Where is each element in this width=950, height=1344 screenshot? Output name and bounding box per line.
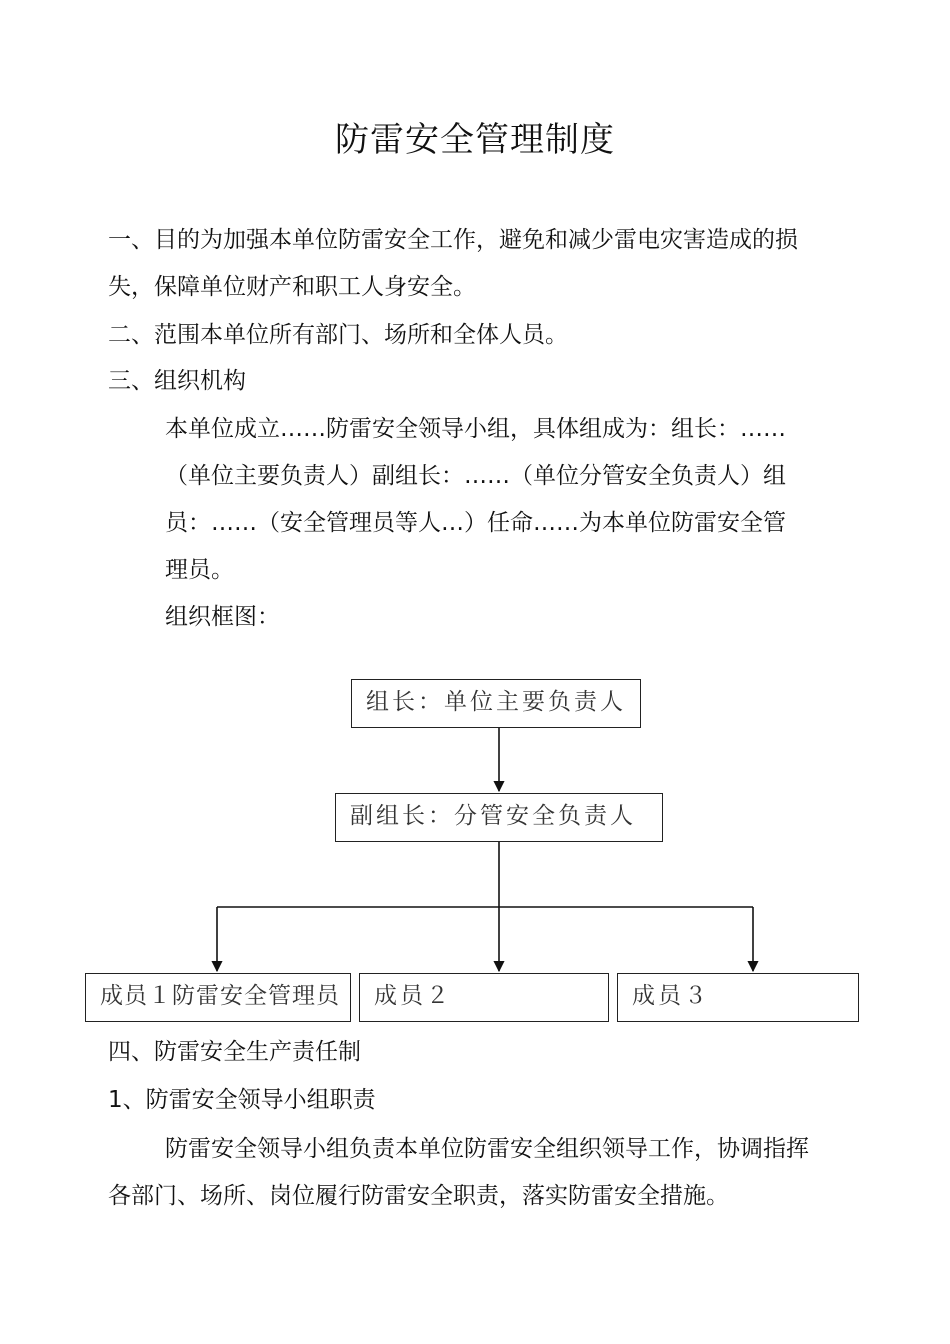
org-box-label: 副组长：分管安全负责人 — [350, 803, 636, 829]
paragraph-line: 理员。 — [165, 557, 234, 583]
page-title: 防雷安全管理制度 — [335, 120, 615, 160]
chart-caption: 组织框图： — [165, 604, 280, 630]
paragraph-line: 本单位成立……防雷安全领导小组，具体组成为：组长：…… — [165, 416, 786, 442]
paragraph-line: （单位主要负责人）副组长：……（单位分管安全负责人）组 — [165, 463, 786, 489]
paragraph-line: 失，保障单位财产和职工人身安全。 — [108, 274, 476, 300]
org-box-label: 成员２ — [374, 983, 452, 1009]
org-box-member-1 — [85, 973, 351, 1022]
section-heading: 三、组织机构 — [108, 368, 246, 394]
paragraph-line: 各部门、场所、岗位履行防雷安全职责，落实防雷安全措施。 — [108, 1183, 729, 1209]
org-box-member-2 — [359, 973, 609, 1022]
org-box-deputy — [335, 793, 663, 842]
paragraph-line: 员：……（安全管理员等人…）任命……为本单位防雷安全管 — [165, 510, 786, 536]
org-box-label: 成员１防雷安全管理员 — [100, 983, 340, 1009]
section-heading: 四、防雷安全生产责任制 — [108, 1039, 361, 1065]
org-box-label: 组长：单位主要负责人 — [366, 689, 626, 715]
paragraph-line: 防雷安全领导小组负责本单位防雷安全组织领导工作，协调指挥 — [165, 1136, 809, 1162]
subsection-heading: 1、防雷安全领导小组职责 — [108, 1087, 376, 1113]
org-box-member-3 — [617, 973, 859, 1022]
org-box-label: 成员３ — [632, 983, 710, 1009]
section-heading: 二、范围本单位所有部门、场所和全体人员。 — [108, 322, 568, 348]
paragraph-line: 一、目的为加强本单位防雷安全工作，避免和减少雷电灾害造成的损 — [108, 227, 798, 253]
org-box-leader — [351, 679, 641, 728]
